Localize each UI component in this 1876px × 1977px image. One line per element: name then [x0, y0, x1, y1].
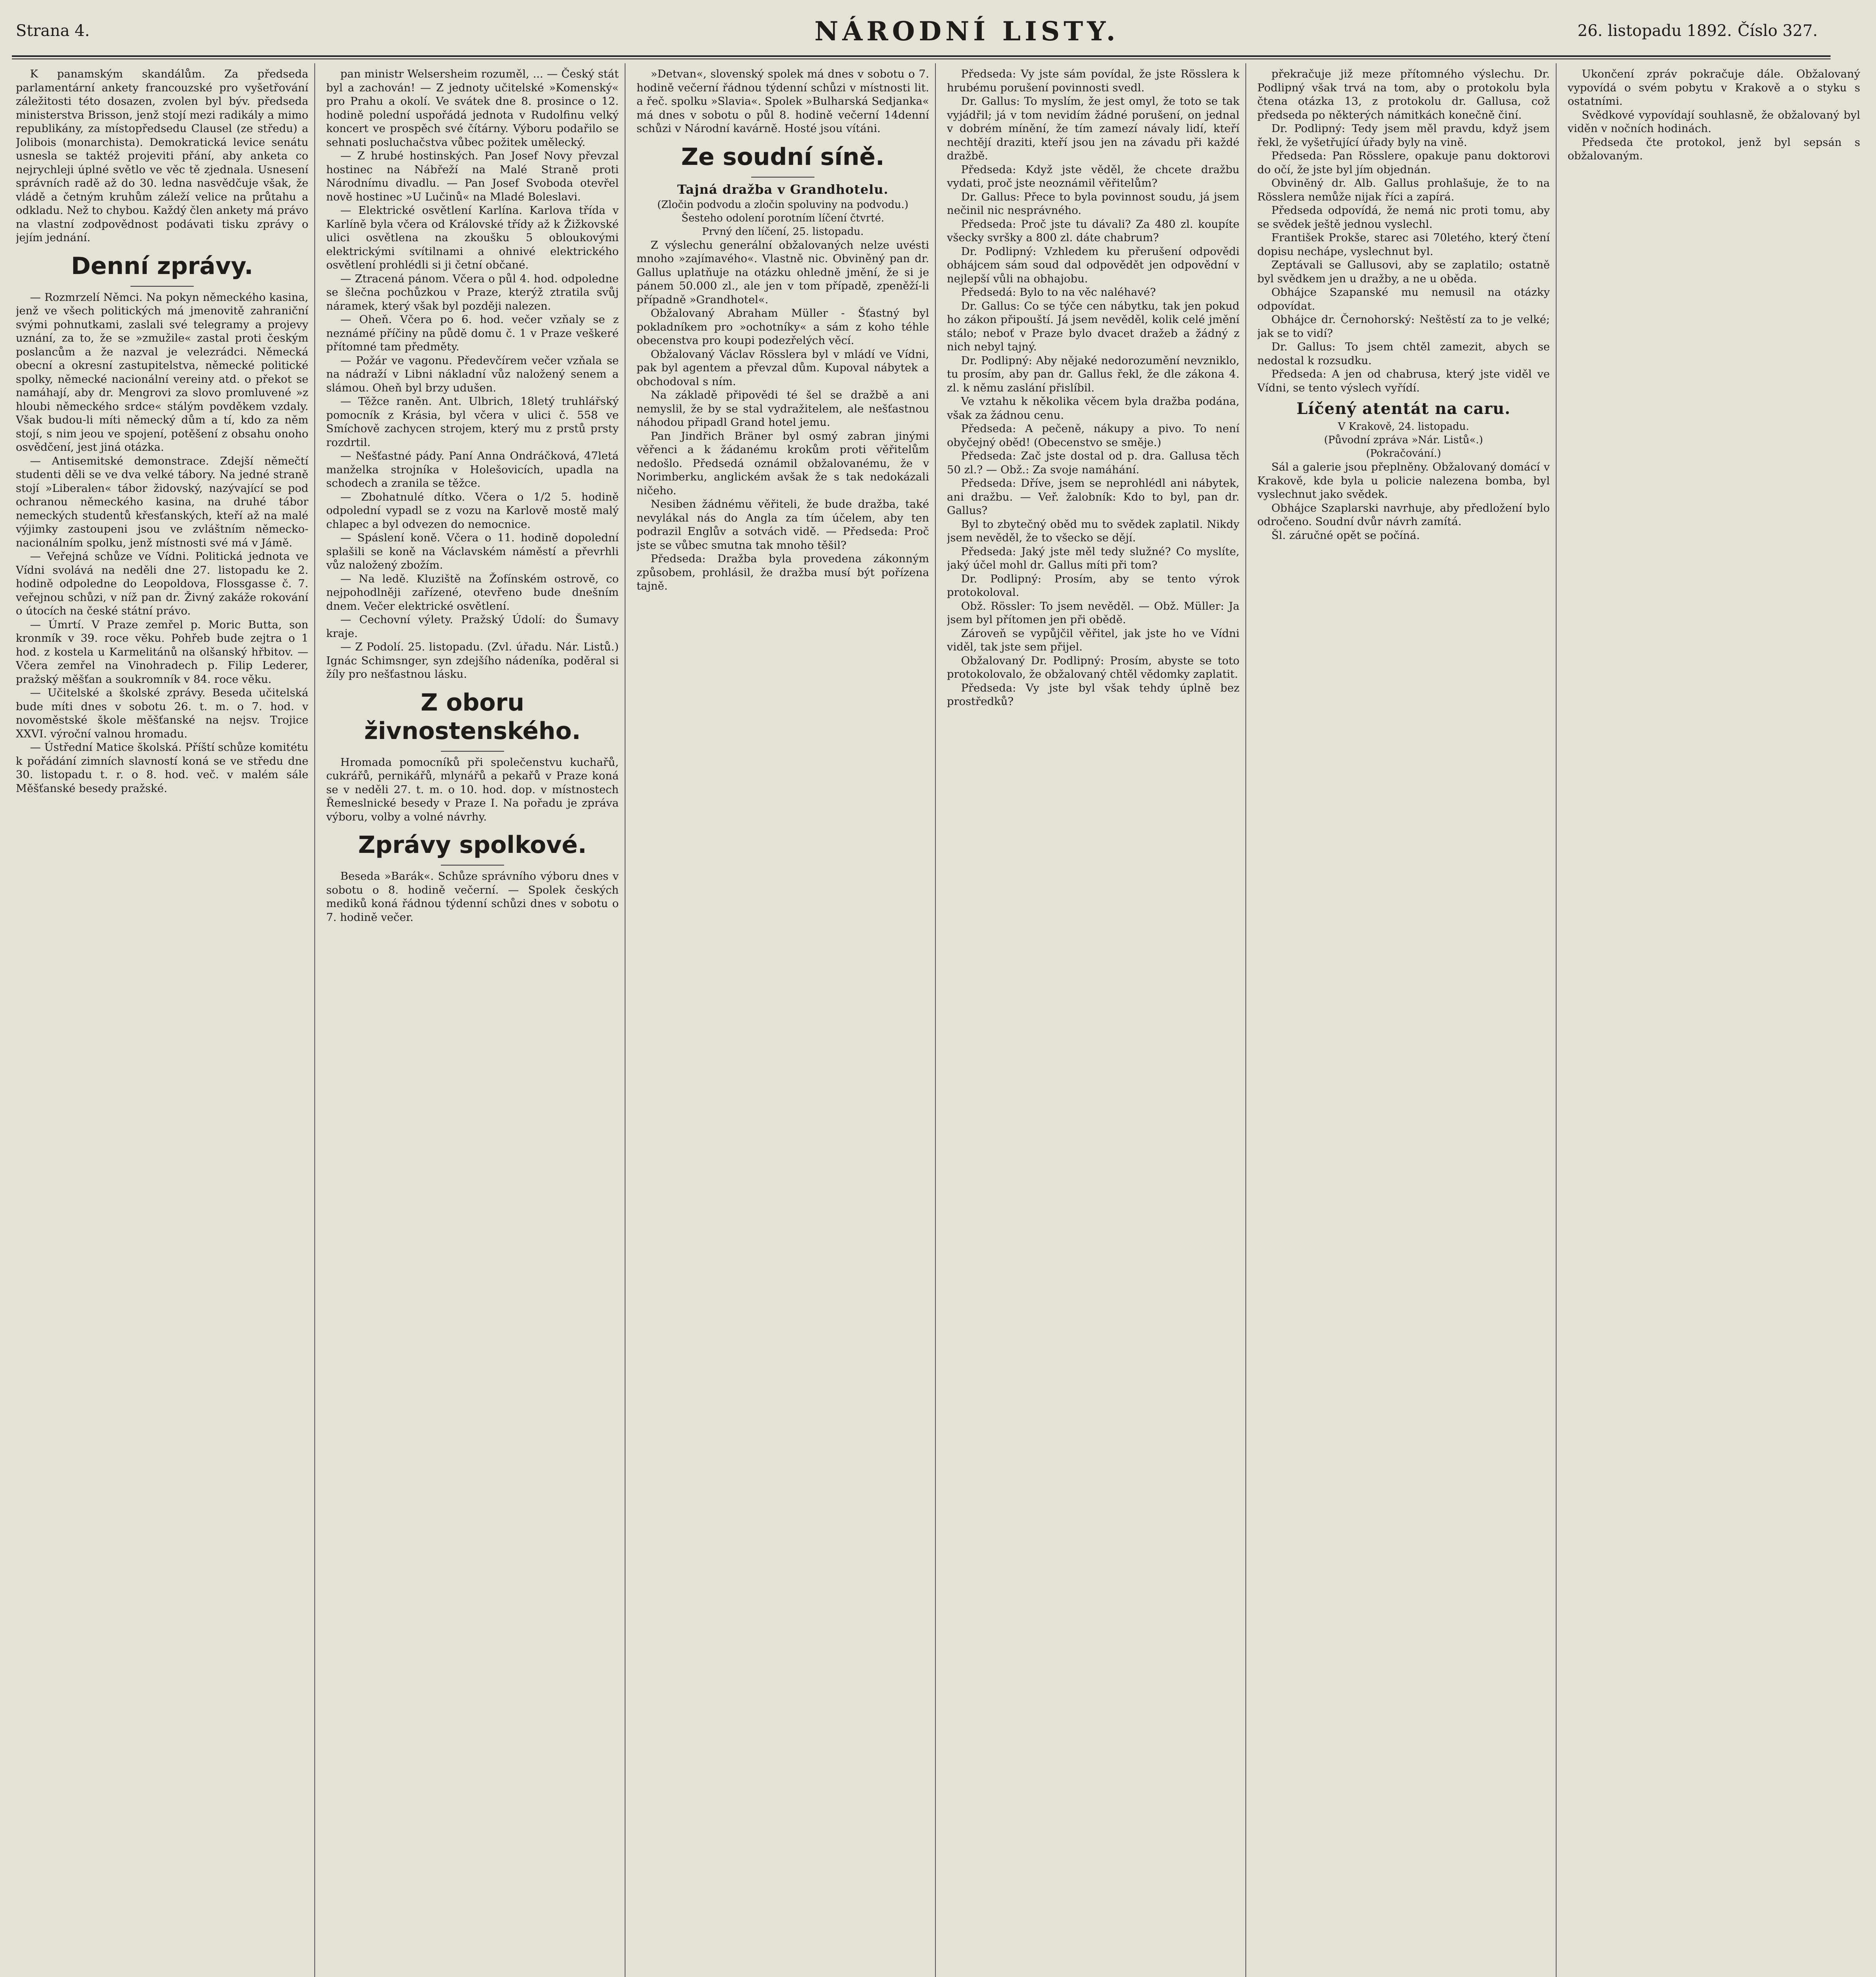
article-paragraph: Byl to zbytečný oběd mu to svědek zaplatil. Nikdy jsem nevěděl, že to všecko se dějí.	[947, 518, 1239, 544]
article-dateline: (Zločin podvodu a zločin spoluviny na podvodu.)	[657, 198, 909, 211]
column-divider	[314, 63, 315, 1977]
article-paragraph: Předseda: Vy jste sám povídal, že jste Rösslera k hrubému porušení povinnosti svedl.	[947, 68, 1239, 94]
article-paragraph: Předseda: Zač jste dostal od p. dra. Gallusa těch 50 zl.? — Obž.: Za svoje namáhání.	[947, 450, 1239, 476]
header-rule	[12, 55, 1831, 59]
article-column-2	[326, 67, 619, 1977]
section-rule	[441, 751, 504, 752]
article-paragraph: Dr. Gallus: Přece to byla povinnost soudu, já jsem nečinil nic nesprávného.	[947, 190, 1239, 217]
article-dateline: V Krakově, 24. listopadu.	[1338, 421, 1469, 433]
article-heading: Líčený atentát na caru.	[1296, 399, 1511, 418]
article-column-3	[637, 67, 929, 1977]
page-header	[0, 0, 1876, 59]
column-divider	[935, 63, 936, 1977]
section-rule	[441, 865, 504, 866]
article-paragraph: Předseda: A pečeně, nákupy a pivo. To není obyčejný oběd! (Obecenstvo se směje.)	[947, 422, 1239, 449]
article-paragraph: — Cechovní výlety. Pražský Údolí: do Šumavy kraje.	[326, 613, 619, 640]
article-column-6	[1568, 67, 1860, 1977]
article-paragraph: — Nešťastné pády. Paní Anna Ondráčková, 47letá manželka strojníka v Holešovicích, upadla na schodech a zranila se těžce.	[326, 450, 619, 490]
section-heading: Zprávy spolkové.	[358, 831, 587, 859]
article-paragraph: Zároveň se vypůjčil věřitel, jak jste ho ve Vídni viděl, tak jste sem přijel.	[947, 627, 1239, 653]
article-paragraph: — Ztracená pánom. Včera o půl 4. hod. odpoledne se šlečna pochůzkou v Praze, kterýž ztratila svůj náramek, který však byl později nalezen.	[326, 272, 619, 312]
article-paragraph: — Oheň. Včera po 6. hod. večer vzňaly se z neznámé příčiny na půdě domu č. 1 v Praze veškeré přítomné tam předměty.	[326, 313, 619, 353]
article-paragraph: Obviněný dr. Alb. Gallus prohlašuje, že to na Rösslera nemůže nijak říci a zapírá.	[1257, 177, 1550, 203]
article-paragraph: Obhájce Szapanské mu nemusil na otázky odpovídat.	[1257, 286, 1550, 312]
article-paragraph: Předseda odpovídá, že nemá nic proti tomu, aby se svědek ještě jednou vyslechl.	[1257, 204, 1550, 231]
article-paragraph: pan ministr Welsersheim rozuměl, ... — Český stát byl a zachován! — Z jednoty učitelské »Komenský« pro Prahu a okolí. Ve svátek dne 8. prosince o 12. hodině polední uspořádá jednota v Rudolfinu velký koncert ve prospěch své čítárny. Výboru podařilo se sehnati posluchačstva vůbec požitek umělecký.	[326, 68, 619, 149]
article-paragraph: Na základě připovědi té šel se dražbě a ani nemyslil, že by se stal vydražitelem, ale nešťastnou náhodou připadl Grand hotel jemu.	[637, 389, 929, 429]
article-paragraph: — Z Podolí. 25. listopadu. (Zvl. úřadu. Nár. Listů.) Ignác Schimsnger, syn zdejšího nádeníka, poděral si žíly pro nešťastnou lásku.	[326, 641, 619, 680]
article-paragraph: »Detvan«, slovenský spolek má dnes v sobotu o 7. hodině večerní řádnou týdenní schůzi v místnosti lit. a řeč. spolku »Slavia«. Spolek »Bulharská Sedjanka« má dnes v sobotu o půl 8. hodině večerní 14denní schůzi v Národní kavárně. Hosté jsou vítáni.	[637, 68, 929, 135]
article-paragraph: Dr. Podlipný: Tedy jsem měl pravdu, když jsem řekl, že vyšetřující úřady byly na vině.	[1257, 122, 1550, 149]
article-paragraph: Dr. Podlipný: Prosím, aby se tento výrok protokoloval.	[947, 572, 1239, 599]
article-paragraph: Obž. Rössler: To jsem nevěděl. — Obž. Müller: Ja jsem byl přítomen jen při obědě.	[947, 599, 1239, 626]
article-paragraph: Sál a galerie jsou přeplněny. Obžalovaný domácí v Krakově, kde byla u policie nalezena bomba, byl vyslechnut jako svědek.	[1257, 461, 1550, 501]
article-dateline: (Původní zpráva »Nár. Listů«.)	[1324, 434, 1483, 446]
article-paragraph: Obžalovaný Dr. Podlipný: Prosím, abyste se toto protokolovalo, že obžalovaný chtěl vědomky zaplatit.	[947, 654, 1239, 680]
article-paragraph: Předseda: Dražba byla provedena zákonným způsobem, prohlásil, že dražba musí být pořízena tajně.	[637, 552, 929, 592]
article-column-1	[16, 67, 308, 1977]
article-paragraph: Obžalovaný Václav Rösslera byl v mládí ve Vídni, pak byl agentem a převzal dům. Kupoval nábytek a obchodoval s ním.	[637, 348, 929, 388]
article-paragraph: Dr. Podlipný: Aby nějaké nedorozumění nevzniklo, tu prosím, aby pan dr. Gallus řekl, že dle zákona 4. zl. k němu zaslání přislíbil.	[947, 354, 1239, 394]
article-paragraph: Předseda: Pan Rösslere, opakuje panu doktorovi do očí, že jste byl jím objednán.	[1257, 149, 1550, 176]
article-paragraph: Obžalovaný Abraham Müller - Šťastný byl pokladníkem pro »ochotníky« a sám z koho téhle obecenstva pro koupi podezřelých věcí.	[637, 307, 929, 347]
article-column-5	[1257, 67, 1550, 1977]
section-heading: Z oboru živnostenského.	[364, 688, 581, 745]
issue-date: 26. listopadu 1892.	[1578, 22, 1732, 40]
article-paragraph: Pan Jindřich Bräner byl osmý zabran jinými věřenci a k žádanému krokům proti věřitelům nedošlo. Předsedá oznámil obžalovanému, že v Norimberku, anglickém avšak že s tak nedokázali ničeho.	[637, 429, 929, 497]
column-divider	[1556, 63, 1557, 1977]
article-paragraph: Předseda: Jaký jste měl tedy služné? Co myslíte, jaký účel mohl dr. Gallus míti při tom?	[947, 545, 1239, 571]
column-divider	[1245, 63, 1246, 1977]
article-paragraph: Dr. Gallus: To jsem chtěl zamezit, abych se nedostal k rozsudku.	[1257, 340, 1550, 367]
article-paragraph: — Zbohatnulé dítko. Včera o 1/2 5. hodině odpolední vypadl se z vozu na Karlově mostě malý chlapec a byl odvezen do nemocnice.	[326, 490, 619, 531]
article-paragraph: — Elektrické osvětlení Karlína. Karlova třída v Karlíně byla včera od Královské třídy až k Žižkovské ulici osvětlena na zkoušku 5 obloukovými elektrickými svítilnami a ohnivé elektrického osvětlení prohlédli si ji četní občané.	[326, 204, 619, 271]
article-paragraph: Předseda: Když jste věděl, že chcete dražbu vydati, proč jste neoznámil věřitelům?	[947, 163, 1239, 189]
article-paragraph: Dr. Gallus: Co se týče cen nábytku, tak jen pokud ho zákon připouští. Já jsem nevěděl, kolik celé jmění stálo; neboť v Praze bylo dvacet dražeb a žádný z nich nebyl tajný.	[947, 299, 1239, 353]
article-paragraph: Zeptávali se Gallusovi, aby se zaplatilo; ostatně byl svědkem jen u dražby, a ne u oběda.	[1257, 259, 1550, 285]
page-number: Strana 4.	[16, 22, 90, 40]
article-paragraph: Předseda: Vy jste byl však tehdy úplně bez prostředků?	[947, 681, 1239, 708]
article-paragraph: Dr. Gallus: To myslím, že jest omyl, že toto se tak vyjádřil; já v tom nevidím žádné porušení, on jednal v dobrém mínění, že tím zamezí návaly lidí, kteří nechtějí draziti, kteří jsou jen na závadu při každé dražbě.	[947, 95, 1239, 162]
article-paragraph: Předseda čte protokol, jenž byl sepsán s obžalovaným.	[1568, 136, 1860, 162]
article-paragraph: Předseda: Dříve, jsem se neprohlédl ani nábytek, ani dražbu. — Veř. žalobník: Kdo to byl, pan dr. Gallus?	[947, 477, 1239, 517]
article-paragraph: Ve vztahu k několika věcem byla dražba podána, však za žádnou cenu.	[947, 395, 1239, 421]
article-paragraph: Šl. záručné opět se počíná.	[1271, 529, 1420, 542]
article-paragraph: Beseda »Barák«. Schůze správního výboru dnes v sobotu o 8. hodině večerní. — Spolek českých mediků koná řádnou týdenní schůzi dnes v sobotu o 7. hodině večer.	[326, 870, 619, 924]
article-paragraph: — Veřejná schůze ve Vídni. Politická jednota ve Vídni svolává na neděli dne 27. listopadu ke 2. hodině odpoledne do Leopoldova, Flossgasse č. 7. veřejnou schůzi, v níž pan dr. Živný zakáže rokování o útocích na české státní právo.	[16, 550, 308, 617]
section-rule	[751, 177, 814, 178]
article-paragraph: — Z hrubé hostinských. Pan Josef Novy převzal hostinec na Nábřeží na Malé Straně proti Národnímu divadlu. — Pan Josef Svoboda otevřel nově hostinec »U Lučinů« na Mladé Boleslavi.	[326, 149, 619, 203]
article-paragraph: Předsedá: Bylo to na věc naléhavé?	[961, 286, 1156, 299]
article-paragraph: Hromada pomocníků při společenstvu kuchařů, cukrářů, pernikářů, mlynářů a pekařů v Praze koná se v neděli 27. t. m. o 10. hod. dop. v místnostech Řemeslnické besedy v Praze I. Na pořadu je zpráva výboru, volby a volné návrhy.	[326, 756, 619, 823]
section-heading: Denní zprávy.	[71, 252, 253, 280]
article-paragraph: překračuje již meze přítomného výslechu. Dr. Podlipný však trvá na tom, aby o protokolu byla čtena otázka 13, z protokolu dr. Gallusa, což předseda po některých námitkách konečně činí.	[1257, 68, 1550, 121]
masthead-title: NÁRODNÍ LISTY.	[814, 16, 1119, 47]
article-subheading: Tajná dražba v Grandhotelu.	[677, 181, 889, 197]
article-paragraph: František Prokše, starec asi 70letého, který čtení dopisu nechápe, vyslechnut byl.	[1257, 231, 1550, 258]
article-paragraph: Předseda: A jen od chabrusa, který jste viděl ve Vídni, se tento výslech vyřídí.	[1257, 368, 1550, 394]
article-paragraph: Z výslechu generální obžalovaných nelze uvésti mnoho »zajímavého«. Vlastně nic. Obviněný pan dr. Gallus uplatňuje na otázku ohledně jmění, že si je pánem 50.000 zl., ale jen v tom případě, zpeněží-li případně »Grandhotel«.	[637, 238, 929, 306]
article-dateline: (Pokračování.)	[1366, 448, 1441, 459]
article-paragraph: K panamským skandálům. Za předseda parlamentární ankety francouzské pro vyšetřování záležitosti této dosazen, zvolen byl býv. předseda ministerstva Brisson, jenž stojí mezi radikály a mimo republikány, za místopředsedu Clausel (ze středu) a Jolibois (monarchista). Demokratická levice senátu usnesla se taktéž projeviti přání, aby anketa co nejrychleji úplné světlo ve věc tě zjednala. Usnesení správních radě až do 30. ledna nasvědčuje však, že vládě a četným kruhům záleží velice na průtahu a odkladu. Než to chybou. Každý člen ankety má právo na vlastní zodpovědnost podávati tisku zprávy o jejím jednání.	[16, 68, 308, 244]
issue-number: Číslo 327.	[1738, 22, 1818, 40]
article-paragraph: Nesiben žádnému věřiteli, že bude dražba, také nevylákal nás do Angla za tím účelem, aby ten podrazil Englův a sotvách vidě. — Předseda: Proč jste se vůbec smutna tak mnoho těšil?	[637, 498, 929, 552]
article-paragraph: — Těžce raněn. Ant. Ulbrich, 18letý truhlářský pomocník z Krásia, byl včera v ulici č. 558 ve Smíchově zachycen strojem, který mu z prstů prsty rozdrtil.	[326, 395, 619, 449]
article-paragraph: — Učitelské a školské zprávy. Beseda učitelská bude míti dnes v sobotu 26. t. m. o 7. hod. v novoměstské škole měšťanské na nejsv. Trojice XXVI. výroční valnou hromadu.	[16, 686, 308, 740]
article-paragraph: — Rozmrzelí Němci. Na pokyn německého kasina, jenž ve všech politických má jmenovitě zahraniční svými pohnutkami, zaslali své telegramy a projevy uznání, za to, že se »zmužile« zastal proti českým poslancům a že nazval je velezrádci. Německá obecní a okresní zastupitelstva, německé politické spolky, německé nacionální vereiny atd. o překot se namáhají, aby dr. Mengrovi za slovo promluvené »z hloubi německého srdce« stálým povděkem vzdaly. Však budou-li míti německý dům a tí, kdo za něm stojí, s nim jeou ve spojení, potěšení z obsahu onoho osvědčení, jest jiná otázka.	[16, 291, 308, 454]
article-paragraph: — Antisemitské demonstrace. Zdejší němečtí studenti děli se ve dva velké tábory. Na jedné straně stojí »Liberalen« tábor židovský, nazývající se pod ochranou německého kasina, na druhé tábor nemeckých studentů křesťanských, kteří až na malé výjimky zastoupeni jsou ve zvláštním německo-nacionálním spolku, jenž místnosti své má v Jámě.	[16, 454, 308, 549]
article-paragraph: Ukončení zpráv pokračuje dále. Obžalovaný vypovídá o svém pobytu v Krakově a o styku s ostatními.	[1568, 68, 1860, 108]
article-paragraph: Obhájce Szaplarski navrhuje, aby předložení bylo odročeno. Soudní dvůr návrh zamítá.	[1257, 501, 1550, 528]
article-dateline: Šesteho odolení porotním líčení čtvrté.	[681, 212, 884, 224]
article-paragraph: — Na ledě. Kluziště na Žofínském ostrově, co nejpohodlněji zařízené, otevřeno bude dnešním dnem. Večer elektrické osvětlení.	[326, 572, 619, 612]
article-paragraph: — Ústřední Matice školská. Příští schůze komitétu k pořádání zimních slavností koná se ve středu dne 30. listopadu t. r. o 8. hod. več. v malém sále Měšťanské besedy pražské.	[16, 741, 308, 795]
article-paragraph: — Spáslení koně. Včera o 11. hodině dopolední splašili se koně na Václavském náměstí a převrhli vůz naložený zbožím.	[326, 531, 619, 571]
article-paragraph: Dr. Podlipný: Vzhledem ku přerušení odpovědi obhájcem sám soud dal odpovědět jen odpovědní v nejlepší vůli na obhajobu.	[947, 245, 1239, 285]
article-paragraph: — Úmrtí. V Praze zemřel p. Moric Butta, son kronmík v 39. roce věku. Pohřeb bude zejtra o 1 hod. z kostela u Karmelitánů na olšanský hřbitov. — Včera zemřel na Vinohradech p. Filip Lederer, pražský měšťan a soukromník v 84. roce věku.	[16, 618, 308, 686]
article-dateline: Prvný den líčení, 25. listopadu.	[702, 225, 864, 238]
article-paragraph: Svědkové vypovídají souhlasně, že obžalovaný byl viděn v nočních hodinách.	[1568, 108, 1860, 135]
article-paragraph: — Požár ve vagonu. Předevčírem večer vzňala se na nádraží v Libni nákladní vůz naložený senem a slámou. Oheň byl brzy udušen.	[326, 354, 619, 394]
section-heading: Ze soudní síně.	[681, 143, 885, 171]
article-paragraph: Obhájce dr. Černohorský: Neštěstí za to je velké; jak se to vidí?	[1257, 313, 1550, 340]
article-column-4	[947, 67, 1239, 1977]
article-paragraph: Předseda: Proč jste tu dávali? Za 480 zl. koupíte všecky svršky a 800 zl. dáte chabrum?	[947, 217, 1239, 244]
section-rule	[130, 286, 194, 287]
